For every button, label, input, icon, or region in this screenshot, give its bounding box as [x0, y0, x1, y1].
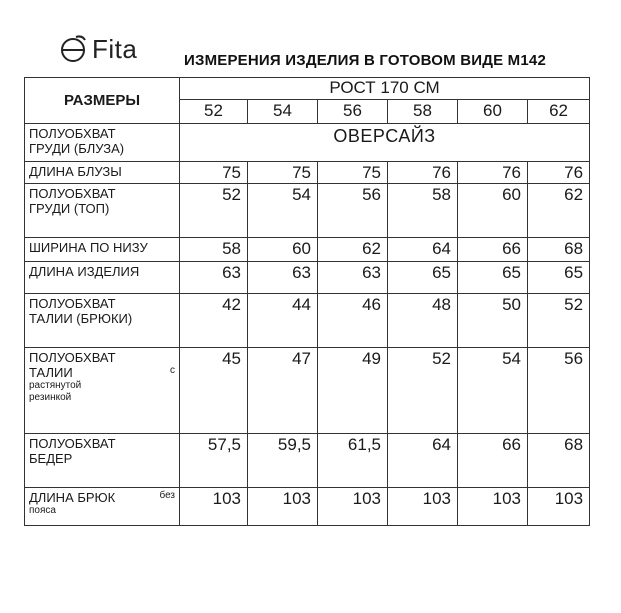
row-label-line: БЕДЕР [29, 451, 73, 466]
row-label-line: ПОЛУОБХВАТ [29, 186, 116, 201]
value-cell: 103 [248, 488, 318, 526]
value-cell: 75 [248, 162, 318, 184]
value-cell: 48 [388, 294, 458, 348]
value-cell: 63 [248, 262, 318, 294]
value-cell: 58 [180, 238, 248, 262]
table-row [25, 434, 590, 488]
row-label-text: ТАЛИИ [29, 365, 73, 380]
row-label [25, 262, 180, 294]
row-label-line: ПОЛУОБХВАТ [29, 436, 116, 451]
table-row [25, 238, 590, 262]
row-label-note: растянутой [29, 380, 82, 391]
row-label-line: ТАЛИИ (БРЮКИ) [29, 311, 133, 326]
value-cell: 50 [458, 294, 528, 348]
value-cell: 75 [180, 162, 248, 184]
value-cell: 58 [388, 184, 458, 238]
value-cell: 60 [248, 238, 318, 262]
row-label [25, 184, 180, 238]
value-cell: 52 [388, 348, 458, 434]
row-label [25, 294, 180, 348]
table-row [25, 184, 590, 238]
value-cell: 63 [318, 262, 388, 294]
value-cell: 57,5 [180, 434, 248, 488]
row-label [25, 124, 180, 162]
value-cell: 65 [458, 262, 528, 294]
value-cell: 49 [318, 348, 388, 434]
row-label-line [29, 490, 179, 505]
value-cell: 103 [458, 488, 528, 526]
value-cell: 68 [528, 434, 590, 488]
value-cell: 66 [458, 434, 528, 488]
logo-text: Fita [92, 34, 138, 64]
value-cell: 65 [528, 262, 590, 294]
size-header: 56 [318, 100, 388, 124]
measurements-table [24, 77, 590, 526]
row-label-line: ГРУДИ (ТОП) [29, 201, 110, 216]
value-cell: 59,5 [248, 434, 318, 488]
brand-logo [58, 32, 137, 66]
table-row [25, 262, 590, 294]
row-label-line: ДЛИНА ИЗДЕЛИЯ [29, 264, 140, 279]
value-cell: 52 [180, 184, 248, 238]
row-label-line: ПОЛУОБХВАТ [29, 350, 116, 365]
value-cell: 61,5 [318, 434, 388, 488]
row-label-line: ШИРИНА ПО НИЗУ [29, 240, 148, 255]
value-cell: 52 [528, 294, 590, 348]
size-header: 52 [180, 100, 248, 124]
value-cell: 63 [180, 262, 248, 294]
row-label-line: ДЛИНА БЛУЗЫ [29, 164, 122, 179]
value-cell: 56 [318, 184, 388, 238]
row-label [25, 162, 180, 184]
document-title: ИЗМЕРЕНИЯ ИЗДЕЛИЯ В ГОТОВОМ ВИДЕ М142 [184, 52, 546, 69]
value-cell: 68 [528, 238, 590, 262]
table-row [25, 348, 590, 434]
value-cell: 64 [388, 434, 458, 488]
value-cell: 103 [318, 488, 388, 526]
value-cell: 65 [388, 262, 458, 294]
value-cell: 62 [528, 184, 590, 238]
oversize-value: ОВЕРСАЙЗ [180, 124, 590, 162]
table-row [25, 162, 590, 184]
size-header: 62 [528, 100, 590, 124]
row-label-note: пояса [29, 505, 56, 516]
row-label [25, 238, 180, 262]
row-label-line [29, 365, 179, 380]
value-cell: 76 [528, 162, 590, 184]
height-header: РОСТ 170 СМ [180, 78, 590, 100]
row-label-note: с [170, 365, 175, 376]
value-cell: 44 [248, 294, 318, 348]
fita-logo-icon [58, 34, 88, 64]
table-row [25, 488, 590, 526]
value-cell: 56 [528, 348, 590, 434]
value-cell: 103 [388, 488, 458, 526]
row-label [25, 434, 180, 488]
size-header: 60 [458, 100, 528, 124]
value-cell: 45 [180, 348, 248, 434]
table-row [25, 124, 590, 162]
value-cell: 66 [458, 238, 528, 262]
value-cell: 46 [318, 294, 388, 348]
value-cell: 47 [248, 348, 318, 434]
size-header: 54 [248, 100, 318, 124]
value-cell: 60 [458, 184, 528, 238]
value-cell: 76 [458, 162, 528, 184]
value-cell: 75 [318, 162, 388, 184]
value-cell: 62 [318, 238, 388, 262]
value-cell: 64 [388, 238, 458, 262]
row-label-line: ПОЛУОБХВАТ [29, 296, 116, 311]
row-label-line: ПОЛУОБХВАТ [29, 126, 116, 141]
value-cell: 103 [180, 488, 248, 526]
row-label [25, 488, 180, 526]
value-cell: 54 [248, 184, 318, 238]
row-label-text: ДЛИНА БРЮК [29, 490, 116, 505]
value-cell: 76 [388, 162, 458, 184]
row-label-line: ГРУДИ (БЛУЗА) [29, 141, 125, 156]
size-header: 58 [388, 100, 458, 124]
value-cell: 42 [180, 294, 248, 348]
row-label-note: резинкой [29, 392, 72, 403]
row-label [25, 348, 180, 434]
row-label-note: без [159, 490, 175, 501]
table-row [25, 294, 590, 348]
sizes-header: РАЗМЕРЫ [25, 78, 180, 124]
value-cell: 54 [458, 348, 528, 434]
value-cell: 103 [528, 488, 590, 526]
